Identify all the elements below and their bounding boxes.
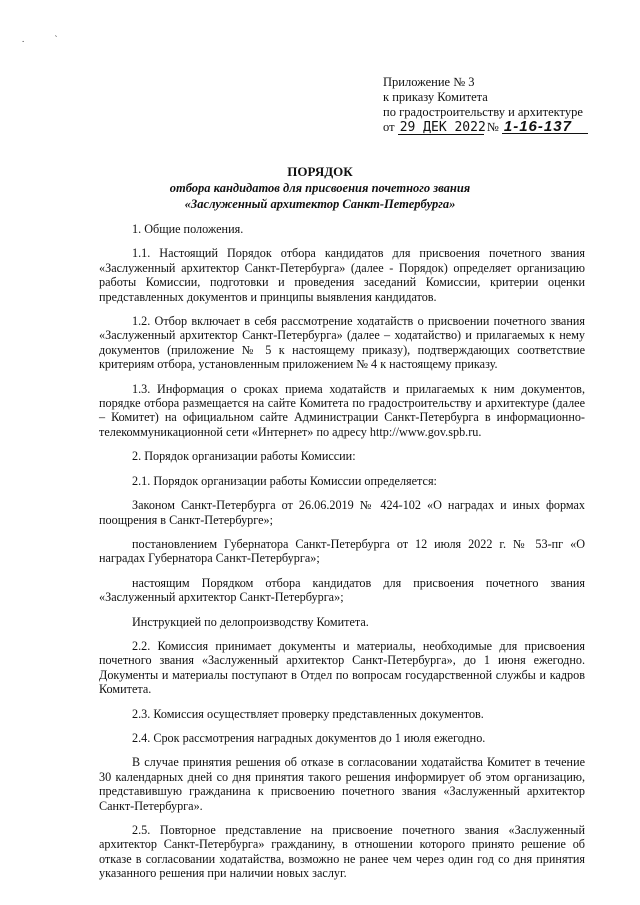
- scan-specks: . ˋ: [22, 34, 72, 44]
- number-label: №: [486, 120, 499, 134]
- paragraph-1-2: 1.2. Отбор включает в себя рассмотрение ходатайств о присвоении почетного звания «Заслуженный архитектор Санкт-Петербурга» (далее – ходатайство) и прилагаемых к нему документов (приложение № 5 к настоящему приказу), подтверждающих соответствие критериям отбора, установленным приложением № 4 к настоящему приказу.: [99, 314, 585, 372]
- section-2-heading: 2. Порядок организации работы Комиссии:: [132, 449, 356, 464]
- appendix-header: [383, 75, 588, 135]
- title-heading: ПОРЯДОК: [287, 164, 353, 179]
- date-field: [398, 121, 484, 135]
- document-title: [0, 164, 640, 212]
- paragraph-2-1-law: Законом Санкт-Петербурга от 26.06.2019 № 424-102 «О наградах и иных формах поощрения в Санкт-Петербурге»;: [99, 498, 585, 527]
- paragraph-1-1: 1.1. Настоящий Порядок отбора кандидатов для присвоения почетного звания «Заслуженный архитектор Санкт-Петербурга» (далее - Порядок) определяет организацию работы Комиссии, подготовки и проведения заседаний Комиссии, критерии оценки представленных документов и принципы выявления кандидатов.: [99, 246, 585, 304]
- paragraph-2-1: 2.1. Порядок организации работы Комиссии определяется:: [132, 473, 437, 488]
- appendix-date-line: [383, 120, 588, 135]
- appendix-line-3: по градостроительству и архитектуре: [383, 105, 583, 119]
- from-label: от: [383, 120, 395, 134]
- document-body: [99, 222, 585, 891]
- paragraph-2-2: 2.2. Комиссия принимает документы и материалы, необходимые для присвоения почетного звания «Заслуженный архитектор Санкт-Петербурга», до 1 июня ежегодно. Документы и материалы поступают в Отдел по вопросам государственной службы и кадров Комитета.: [99, 638, 585, 697]
- title-line-3: «Заслуженный архитектор Санкт-Петербурга»: [184, 197, 456, 211]
- paragraph-1-3: 1.3. Информация о сроках приема ходатайств и прилагаемых к ним документов, порядке отбора размещается на сайте Комитета по градостроительству и архитектуре (далее – Комитет) на официальном сайте Администрации Санкт-Петербурга в информационно-телекоммуникационной сети «Интернет» по адресу http://www.gov.spb.ru.: [99, 381, 585, 439]
- paragraph-2-1-decree: постановлением Губернатора Санкт-Петербурга от 12 июля 2022 г. № 53-пг «О наградах Губернатора Санкт-Петербурга»;: [99, 536, 585, 566]
- paragraph-2-3: 2.3. Комиссия осуществляет проверку представленных документов.: [132, 706, 484, 721]
- section-1-heading: 1. Общие положения.: [132, 222, 244, 236]
- paragraph-2-1-procedure: настоящим Порядком отбора кандидатов для присвоения почетного звания «Заслуженный архитектор Санкт-Петербурга»;: [99, 575, 585, 605]
- title-line-2: отбора кандидатов для присвоения почетного звания: [169, 181, 471, 195]
- appendix-line-1: Приложение № 3: [383, 75, 475, 89]
- handwritten-number: 1-16-137: [503, 118, 572, 135]
- paragraph-2-4: 2.4. Срок рассмотрения наградных документов до 1 июля ежегодно.: [132, 730, 486, 745]
- paragraph-2-4-refusal: В случае принятия решения об отказе в согласовании ходатайства Комитет в течение 30 календарных дней со дня принятия такого решения информирует об этом организацию, представившую гражданина к присвоению почетного звания «Заслуженный архитектор Санкт-Петербурга».: [99, 755, 585, 813]
- paragraph-2-5: 2.5. Повторное представление на присвоение почетного звания «Заслуженный архитектор Санкт-Петербурга» гражданину, в отношении которого принято решение об отказе в согласовании ходатайства, возможно не ранее чем через один год со дня принятия указанного решения при наличии новых заслуг.: [99, 823, 585, 881]
- number-field: [502, 118, 588, 135]
- handwritten-date: 29 ДЕК 2022: [399, 120, 486, 135]
- paragraph-2-1-instruction: Инструкцией по делопроизводству Комитета.: [132, 614, 369, 629]
- appendix-line-2: к приказу Комитета: [383, 90, 488, 104]
